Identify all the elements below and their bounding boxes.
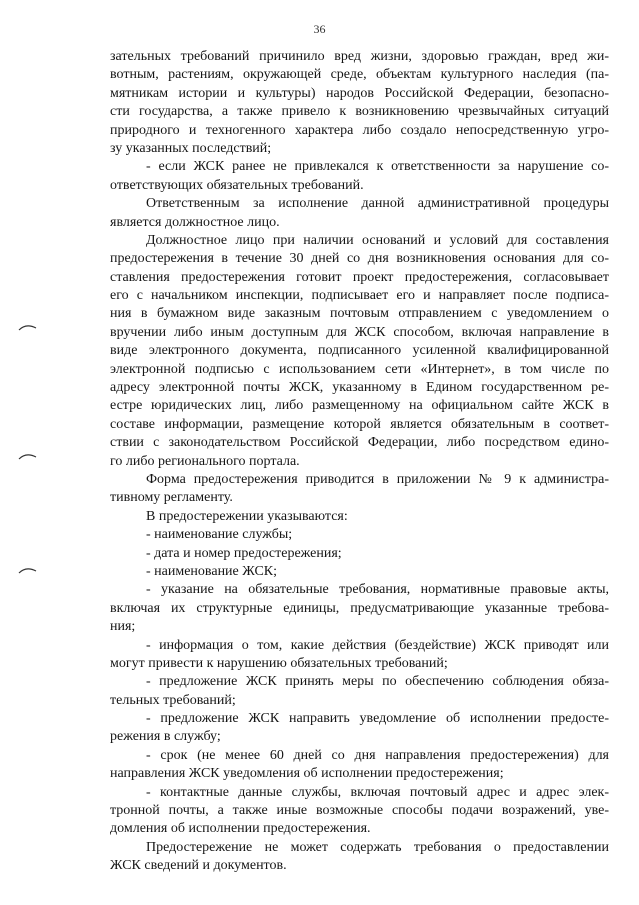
- text-line: - предложение ЖСК принять меры по обеспечению соблюдения обяза-: [146, 674, 609, 690]
- text-line: тивному регламенту.: [110, 490, 233, 506]
- text-line: - если ЖСК ранее не привлекался к ответственности за нарушение со-: [146, 159, 609, 175]
- text-line: вотным, растениям, окружающей среде, объектам культурного наследия (па-: [110, 67, 609, 83]
- text-line: Ответственным за исполнение данной административной процедуры: [146, 196, 609, 212]
- text-line: ствии с законодательством Российской Федерации, либо посредством едино-: [110, 435, 609, 451]
- page-number: 36: [313, 22, 326, 36]
- text-line: является должностное лицо.: [110, 214, 280, 230]
- binding-hole-mark: [18, 565, 38, 575]
- text-line: направления ЖСК уведомления об исполнении предостережения;: [110, 766, 504, 782]
- text-line: электронной подписью с использованием сети «Интернет», в том числе по: [110, 361, 609, 377]
- text-line: зательных требований причинило вред жизни, здоровью граждан, вред жи-: [110, 49, 609, 64]
- text-line: - дата и номер предостережения;: [146, 545, 342, 561]
- text-line: тельных требований;: [110, 692, 236, 708]
- text-line: включая их структурные единицы, предусматривающие указанные требова-: [110, 600, 609, 616]
- text-line: Предостережение не может содержать требования о предоставлении: [146, 839, 609, 855]
- text-line: - наименование службы;: [146, 527, 293, 543]
- text-line: - информация о том, какие действия (бездействие) ЖСК приводят или: [146, 637, 609, 653]
- text-line: Форма предостережения приводится в приложении № 9 к администра-: [146, 471, 609, 487]
- text-line: могут привести к нарушению обязательных требований;: [110, 655, 448, 671]
- text-line: природного и техногенного характера либо создало непосредственную угро-: [110, 122, 609, 138]
- text-line: тронной почты, а также иные возможные способы подачи возражений, уве-: [110, 803, 609, 819]
- text-line: виде электронного документа, подписанного усиленной квалифицированной: [110, 343, 609, 359]
- text-line: В предостережении указываются:: [146, 508, 348, 524]
- text-line: зу указанных последствий;: [110, 140, 272, 156]
- text-line: - предложение ЖСК направить уведомление об исполнении предосте-: [146, 711, 609, 727]
- text-line: предостережения в течение 30 дней со дня возникновения основания для со-: [110, 251, 609, 267]
- text-line: - контактные данные службы, включая почтовый адрес и адрес элек-: [146, 784, 609, 800]
- text-line: составе информации, размещение которой является обязательным в соответ-: [110, 416, 609, 432]
- text-line: - срок (не менее 60 дней со дня направления предостережения) для: [146, 747, 609, 763]
- text-line: ния в бумажном виде заказным почтовым отправлением с уведомлением о: [110, 306, 609, 322]
- text-line: Должностное лицо при наличии оснований и условий для составления: [146, 232, 609, 248]
- text-line: - наименование ЖСК;: [146, 563, 278, 579]
- text-line: домления об исполнении предостережения.: [110, 821, 371, 837]
- text-line: ЖСК сведений и документов.: [110, 858, 287, 874]
- text-line: мятникам истории и культуры) народов Российской Федерации, безопасно-: [110, 85, 609, 101]
- text-line: режения в службу;: [110, 729, 221, 745]
- text-line: ставления предостережения готовит проект предостережения, согласовывает: [110, 269, 609, 285]
- text-line: го либо регионального портала.: [110, 453, 300, 469]
- text-line: ния;: [110, 619, 136, 635]
- text-line: адресу электронной почты ЖСК, указанному в Едином государственном ре-: [110, 380, 609, 396]
- text-line: его с начальником инспекции, подписывает его и направляет после подписа-: [110, 288, 609, 304]
- text-line: вручении либо иным доступным для ЖСК способом, включая направление в: [110, 324, 609, 340]
- binding-hole-mark: [18, 451, 38, 461]
- text-line: ответствующих обязательных требований.: [110, 177, 364, 193]
- document-body: [110, 48, 609, 876]
- text-line: естре юридических лиц, либо размещенному на официальном сайте ЖСК в: [110, 398, 609, 414]
- text-line: - указание на обязательные требования, нормативные правовые акты,: [146, 582, 609, 598]
- binding-hole-mark: [18, 322, 38, 332]
- text-line: сти государства, а также привело к возникновению чрезвычайных ситуаций: [110, 104, 609, 120]
